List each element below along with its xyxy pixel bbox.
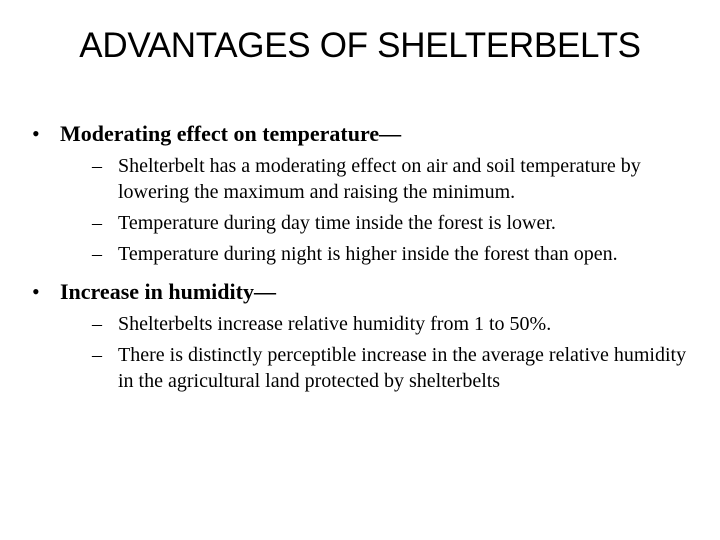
sub-bullet-text: Shelterbelt has a moderating effect on air and soil temperature by lowering the maximum and raising the minimum. (118, 155, 641, 203)
sub-bullet-text: There is distinctly perceptible increase in the average relative humidity in the agricultural land protected by shelterbelts (118, 344, 687, 392)
sub-bullet-text: Temperature during night is higher inside the forest than open. (118, 243, 618, 265)
sub-bullet-item (60, 342, 702, 394)
bullet-heading: Moderating effect on temperature— (60, 121, 402, 146)
sub-bullet-item (60, 311, 702, 337)
bullet-marker: • (32, 279, 40, 304)
dash-marker: – (92, 155, 102, 177)
bullet-item-temperature (32, 119, 702, 267)
sub-bullet-item (60, 153, 702, 205)
bullet-marker: • (32, 121, 40, 146)
sub-bullet-text: Temperature during day time inside the forest is lower. (118, 212, 556, 234)
dash-marker: – (92, 243, 102, 265)
sub-bullet-item (60, 241, 702, 267)
sub-bullet-list (60, 311, 702, 394)
dash-marker: – (92, 212, 102, 234)
dash-marker: – (92, 344, 102, 366)
bullet-item-humidity (32, 277, 702, 394)
slide-title: ADVANTAGES OF SHELTERBELTS (79, 26, 641, 65)
bullet-heading: Increase in humidity— (60, 279, 276, 304)
bullet-list (32, 119, 702, 404)
sub-bullet-item (60, 210, 702, 236)
sub-bullet-list (60, 153, 702, 267)
dash-marker: – (92, 313, 102, 335)
sub-bullet-text: Shelterbelts increase relative humidity from 1 to 50%. (118, 313, 552, 335)
